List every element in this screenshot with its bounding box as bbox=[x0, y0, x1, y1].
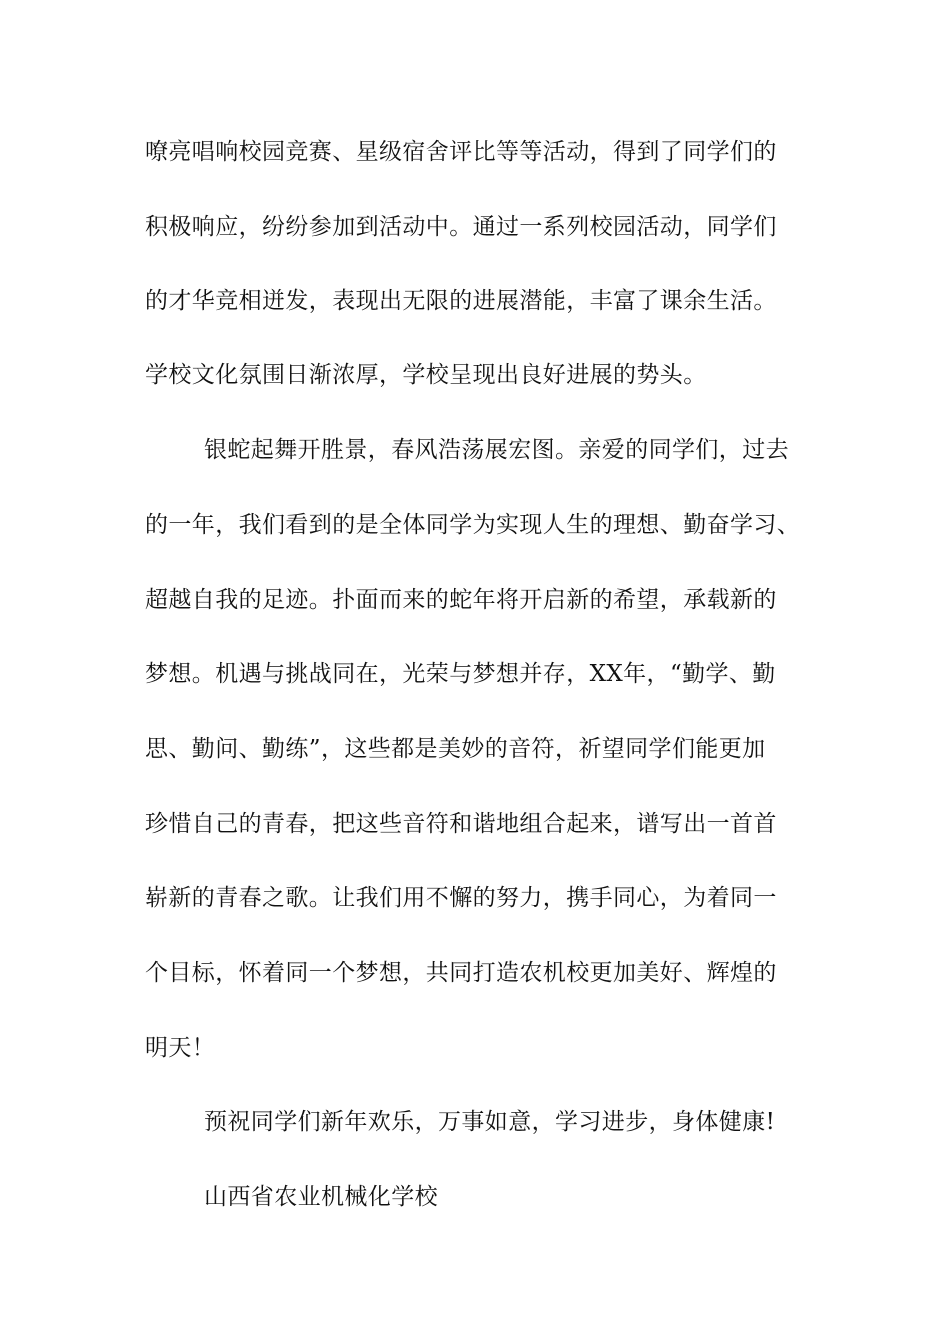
text-line-10: 珍惜自己的青春，把这些音符和谐地组合起来，谱写出一首首 bbox=[145, 811, 777, 837]
text-line-5: 银蛇起舞开胜景，春风浩荡展宏图。亲爱的同学们，过去 bbox=[204, 437, 789, 463]
text-line-6: 的一年，我们看到的是全体同学为实现人生的理想、勤奋学习、 bbox=[145, 512, 801, 538]
text-line-11: 崭新的青春之歌。让我们用不懈的努力，携手同心，为着同一 bbox=[145, 885, 777, 911]
greeting-line: 预祝同学们新年欢乐，万事如意，学习进步，身体健康! bbox=[204, 1109, 776, 1135]
text-line-1: 嘹亮唱响校园竞赛、星级宿舍评比等等活动，得到了同学们的 bbox=[145, 139, 777, 165]
text-line-4: 学校文化氛围日渐浓厚，学校呈现出良好进展的势头。 bbox=[145, 362, 707, 388]
text-line-12: 个目标，怀着同一个梦想，共同打造农机校更加美好、辉煌的 bbox=[145, 960, 777, 986]
text-line-7: 超越自我的足迹。扑面而来的蛇年将开启新的希望，承载新的 bbox=[145, 587, 777, 613]
text-line-13: 明天！ bbox=[145, 1035, 216, 1061]
text-line-2: 积极响应，纷纷参加到活动中。通过一系列校园活动，同学们 bbox=[145, 214, 777, 240]
text-line-8: 梦想。机遇与挑战同在，光荣与梦想并存，XX年，“勤学、勤 bbox=[145, 661, 776, 687]
signature-line: 山西省农业机械化学校 bbox=[204, 1184, 438, 1210]
text-line-3: 的才华竞相迸发，表现出无限的进展潜能，丰富了课余生活。 bbox=[145, 288, 777, 314]
text-line-9: 思、勤问、勤练”，这些都是美妙的音符，祈望同学们能更加 bbox=[145, 736, 766, 762]
